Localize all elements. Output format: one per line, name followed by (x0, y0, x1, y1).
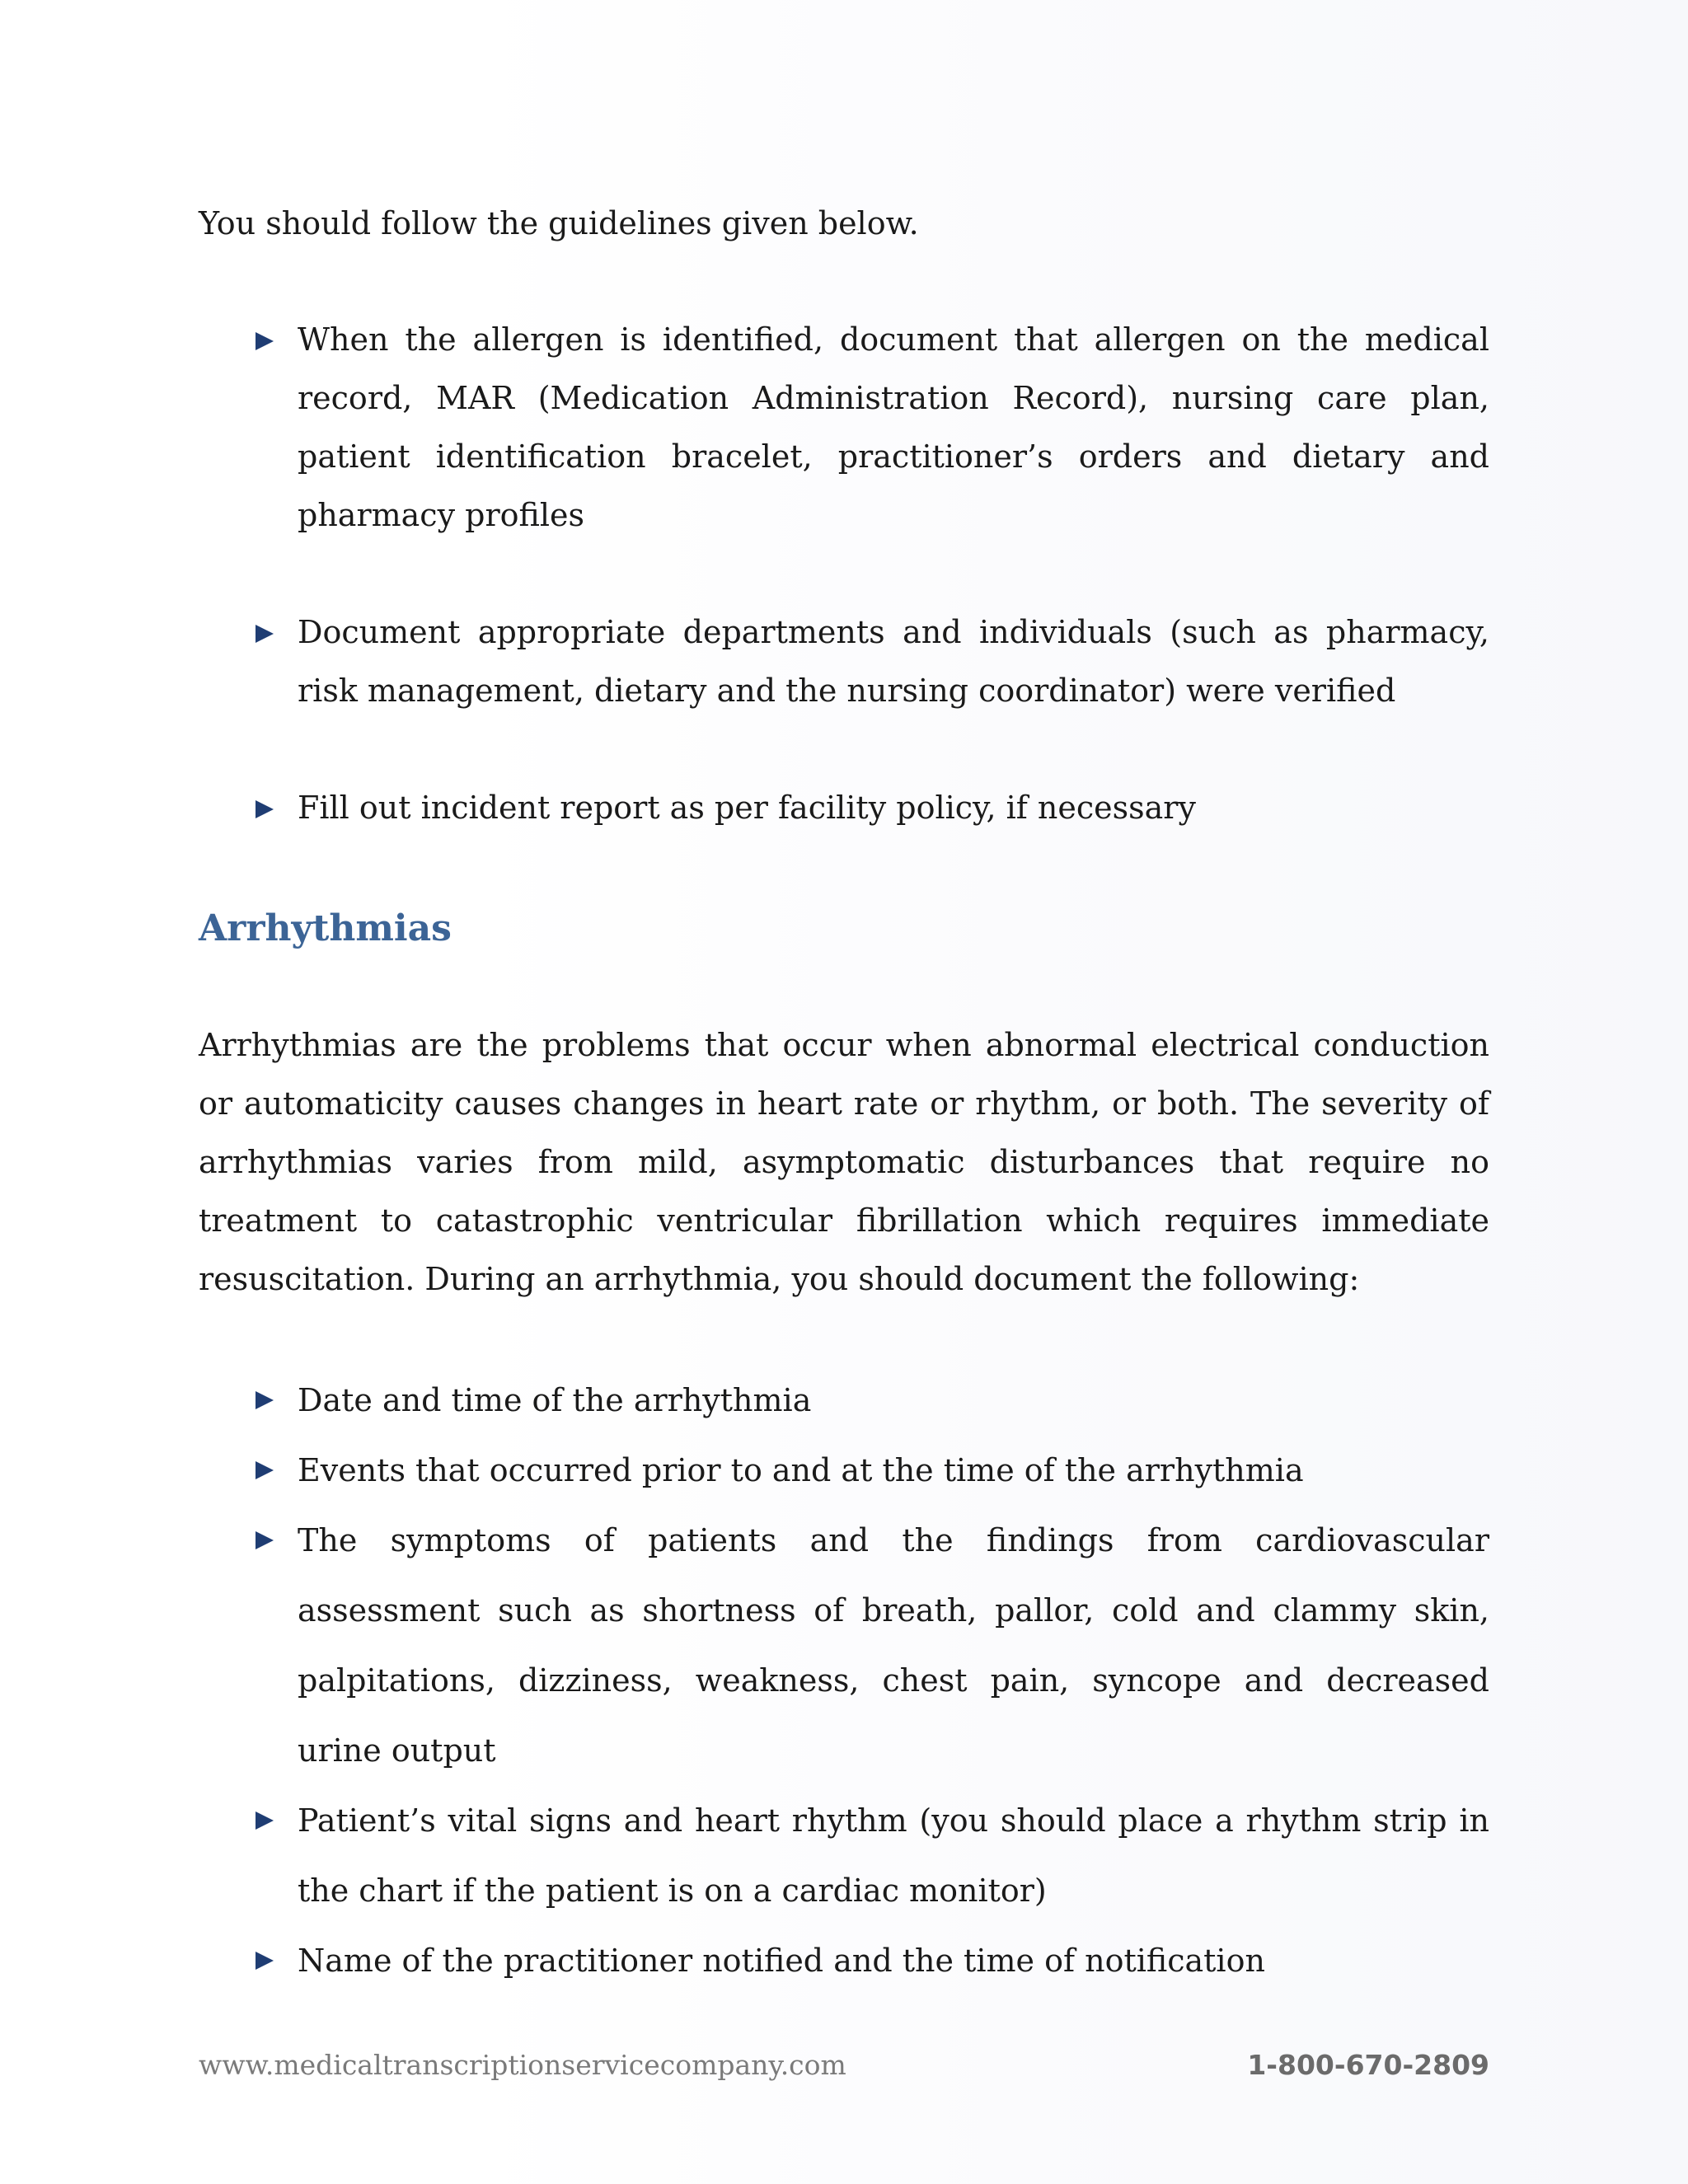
page-footer (199, 2049, 1489, 2082)
list-item-text: Events that occurred prior to and at the time of the arrhythmia (298, 1452, 1304, 1488)
intro-text: You should follow the guidelines given below. (199, 205, 919, 241)
list-item-text: When the allergen is identified, document that allergen on the medical record, MAR (Medication Administration Record), nursing care plan, patient identification bracelet, practitioner’s orders and dietary and pharmacy profiles (298, 321, 1489, 533)
list-item-text: Document appropriate departments and individuals (such as pharmacy, risk management, dietary and the nursing coordinator) were verified (298, 614, 1489, 709)
bullet-arrow-icon (256, 1531, 274, 1549)
list-item-text: Fill out incident report as per facility policy, if necessary (298, 790, 1196, 826)
list-item (199, 603, 1489, 720)
list-item-text: Name of the practitioner notified and the time of notification (298, 1943, 1265, 1979)
footer-website-link[interactable]: www.medicaltranscriptionservicecompany.com (199, 2049, 846, 2081)
list-item-text: The symptoms of patients and the findings from cardiovascular assessment such as shortness of breath, pallor, cold and clammy skin, palpitations, dizziness, weakness, chest pain, syncope and decreased urine output (298, 1522, 1489, 1769)
arrhythmia-documentation-list (199, 1366, 1489, 1996)
section-heading: Arrhythmias (199, 907, 452, 949)
footer-phone-number: 1-800-670-2809 (1247, 2049, 1489, 2081)
bullet-arrow-icon (256, 1461, 274, 1479)
list-item (199, 779, 1489, 837)
bullet-arrow-icon (256, 332, 274, 350)
list-item (199, 1436, 1489, 1506)
list-item (199, 1506, 1489, 1786)
bullet-arrow-icon (256, 1391, 274, 1409)
bullet-arrow-icon (256, 800, 274, 818)
list-item-text: Date and time of the arrhythmia (298, 1382, 812, 1418)
bullet-arrow-icon (256, 1952, 274, 1970)
guidelines-list (199, 311, 1489, 837)
bullet-arrow-icon (256, 625, 274, 643)
list-item (199, 1366, 1489, 1436)
list-item-text: Patient’s vital signs and heart rhythm (you should place a rhythm strip in the chart if the patient is on a cardiac monitor) (298, 1802, 1489, 1909)
section-paragraph: Arrhythmias are the problems that occur when abnormal electrical conduction or automaticity causes changes in heart rate or rhythm, or both. The severity of arrhythmias varies from mild, asymptomatic disturbances that require no treatment to catastrophic ventricular fibrillation which requires immediate resuscitation. During an arrhythmia, you should document the following: (199, 1027, 1489, 1297)
list-item (199, 1786, 1489, 1926)
page-content (199, 194, 1489, 1996)
list-item (199, 1926, 1489, 1996)
list-item (199, 311, 1489, 545)
bullet-arrow-icon (256, 1811, 274, 1830)
